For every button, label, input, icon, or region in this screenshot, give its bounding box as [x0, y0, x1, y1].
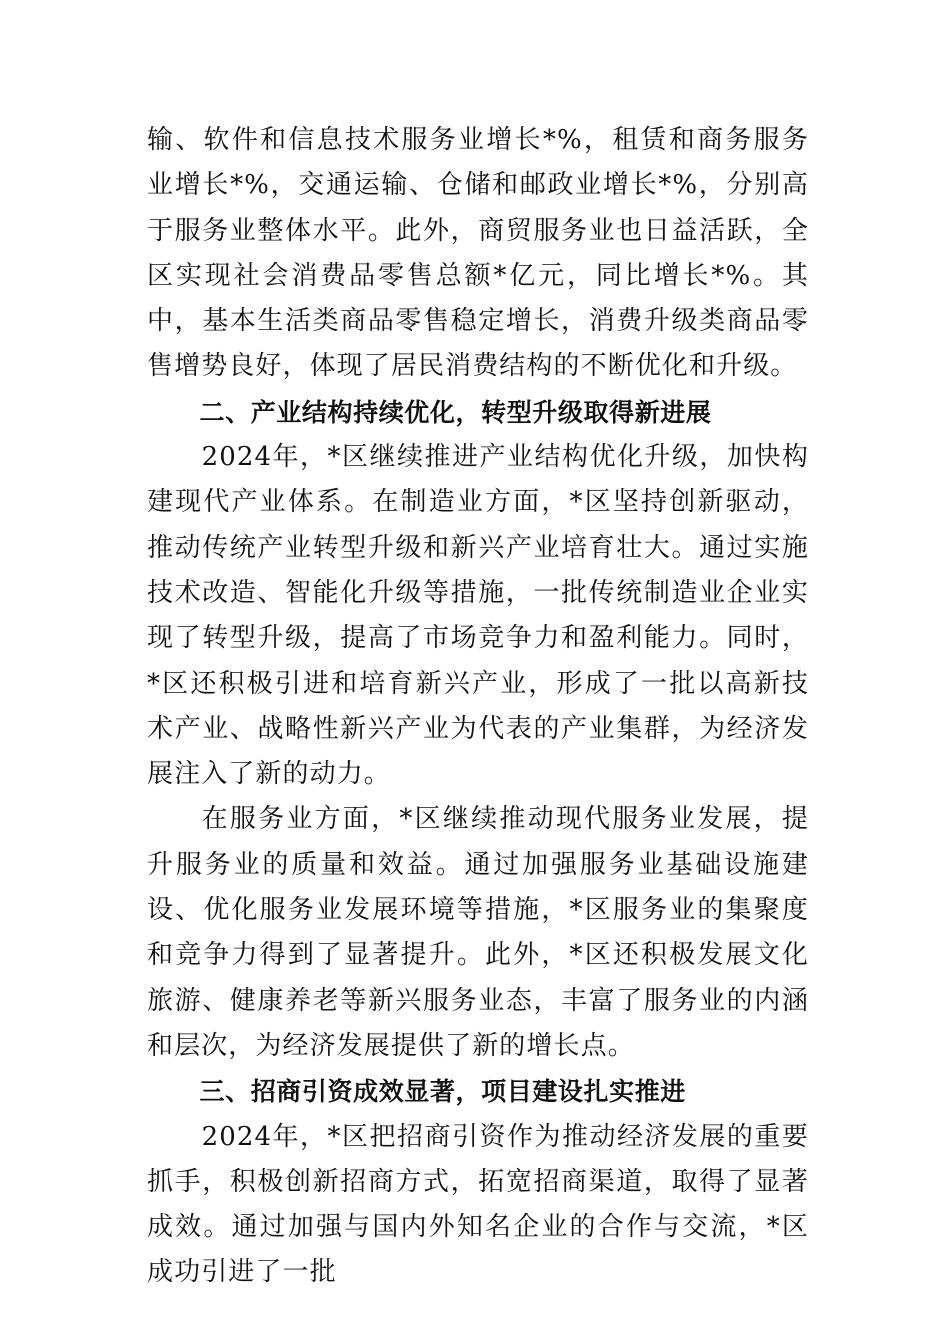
paragraph-investment: 2024年，*区把招商引资作为推动经济发展的重要抓手，积极创新招商方式，拓宽招商渠道，取得了显著成效。通过加强与国内外知名企业的合作与交流，*区成功引进了一批	[147, 1121, 809, 1288]
paragraph-services: 在服务业方面，*区继续推动现代服务业发展，提升服务业的质量和效益。通过加强服务业基础设施建设、优化服务业发展环境等措施，*区服务业的集聚度和竞争力得到了显著提升。此外，*区还积极发展文化旅游、健康养老等新兴服务业态，丰富了服务业的内涵和层次，为经济发展提供了新的增长点。	[147, 804, 809, 1061]
paragraph-manufacturing: 2024年，*区继续推进产业结构优化升级，加快构建现代产业体系。在制造业方面，*区坚持创新驱动，推动传统产业转型升级和新兴产业培育壮大。通过实施技术改造、智能化升级等措施，一批传统制造业企业实现了转型升级，提高了市场竞争力和盈利能力。同时，*区还积极引进和培育新兴产业，形成了一批以高新技术产业、战略性新兴产业为代表的产业集群，为经济发展注入了新的动力。	[147, 442, 809, 790]
paragraph-service-growth: 输、软件和信息技术服务业增长*%，租赁和商务服务业增长*%，交通运输、仓储和邮政业增长*%，分别高于服务业整体水平。此外，商贸服务业也日益活跃，全区实现社会消费品零售总额*亿元，同比增长*%。其中，基本生活类商品零售稳定增长，消费升级类商品零售增势良好，体现了居民消费结构的不断优化和升级。	[147, 125, 809, 382]
section-heading-industrial-structure: 二、产业结构持续优化，转型升级取得新进展	[199, 397, 712, 427]
section-heading-investment: 三、招商引资成效显著，项目建设扎实推进	[199, 1077, 686, 1107]
document-body	[147, 118, 809, 1296]
